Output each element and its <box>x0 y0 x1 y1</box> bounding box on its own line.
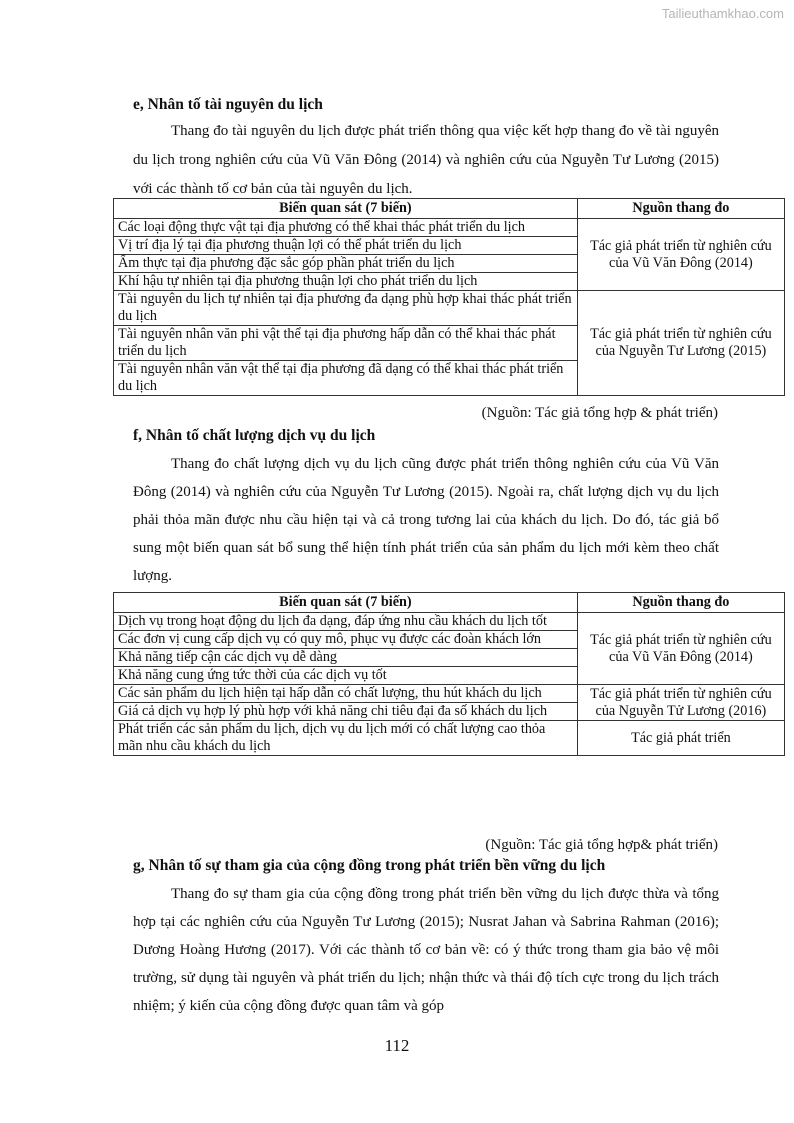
column-header-variables: Biến quan sát (7 biến) <box>114 199 578 219</box>
watermark: Tailieuthamkhao.com <box>661 6 784 21</box>
variable-cell: Các đơn vị cung cấp dịch vụ có quy mô, phục vụ được các đoàn khách lớn <box>114 631 578 649</box>
column-header-source: Nguồn thang đo <box>577 199 784 219</box>
source-cell: Tác giả phát triển từ nghiên cứu của Nguyễn Tư Lương (2015) <box>577 291 784 396</box>
variable-cell: Các loại động thực vật tại địa phương có thể khai thác phát triển du lịch <box>114 219 578 237</box>
section-f-paragraph: Thang đo chất lượng dịch vụ du lịch cũng được phát triển thông nghiên cứu của Vũ Văn Đông (2014) và nghiên cứu của Nguyễn Tư Lương (2015). Ngoài ra, chất lượng dịch vụ du lịch phải thỏa mãn được nhu cầu hiện tại và cả trong tương lai của khách du lịch. Do đó, tác giả bổ sung một biến quan sát bổ sung thể hiện tính phát triển của sản phẩm du lịch mới kèm theo chất lượng. <box>133 456 719 584</box>
variable-cell: Dịch vụ trong hoạt động du lịch đa dạng, đáp ứng nhu cầu khách du lịch tốt <box>114 613 578 631</box>
table-row <box>114 685 785 703</box>
variable-cell: Ẩm thực tại địa phương đặc sắc góp phần phát triển du lịch <box>114 255 578 273</box>
table-row <box>114 721 785 756</box>
page-number: 112 <box>384 1036 410 1055</box>
section-e-caption: (Nguồn: Tác giả tổng hợp & phát triển) <box>481 405 718 421</box>
table-header-row <box>114 593 785 613</box>
section-g-paragraph: Thang đo sự tham gia của cộng đồng trong phát triển bền vững du lịch được thừa và tổng hợp tại các nghiên cứu của Nguyễn Tư Lương (2015); Nusrat Jahan và Sabrina Rahman (2016); Dương Hoàng Hương (2017). Với các thành tố cơ bản về: có ý thức trong tham gia bảo vệ môi trường, sử dụng tài nguyên và phát triển du lịch; nhận thức và thái độ tích cực trong du lịch trách nhiệm; ý kiến của cộng đồng được quan tâm và góp <box>133 886 719 1014</box>
section-e-heading: e, Nhân tố tài nguyên du lịch <box>133 96 323 113</box>
variable-cell: Khả năng cung ứng tức thời của các dịch vụ tốt <box>114 667 578 685</box>
section-g-heading: g, Nhân tố sự tham gia của cộng đồng trong phát triển bền vững du lịch <box>133 857 606 874</box>
section-f-caption: (Nguồn: Tác giả tổng hợp& phát triển) <box>485 837 718 853</box>
section-f-table <box>113 592 785 756</box>
variable-cell: Tài nguyên nhân văn vật thể tại địa phương đã dạng có thể khai thác phát triển du lịch <box>114 361 578 396</box>
source-cell: Tác giả phát triển từ nghiên cứu của Vũ Văn Đông (2014) <box>577 613 784 685</box>
table-row <box>114 219 785 237</box>
variable-cell: Khả năng tiếp cận các dịch vụ dễ dàng <box>114 649 578 667</box>
source-cell: Tác giả phát triển <box>577 721 784 756</box>
variable-cell: Vị trí địa lý tại địa phương thuận lợi có thể phát triển du lịch <box>114 237 578 255</box>
variable-cell: Phát triển các sản phẩm du lịch, dịch vụ du lịch mới có chất lượng cao thỏa mãn nhu cầu khách du lịch <box>114 721 578 756</box>
variable-cell: Giá cả dịch vụ hợp lý phù hợp với khả năng chi tiêu đại đa số khách du lịch <box>114 703 578 721</box>
source-cell: Tác giả phát triển từ nghiên cứu của Nguyễn Tử Lương (2016) <box>577 685 784 721</box>
variable-cell: Tài nguyên nhân văn phi vật thể tại địa phương hấp dẫn có thể khai thác phát triển du lịch <box>114 326 578 361</box>
source-cell: Tác giả phát triển từ nghiên cứu của Vũ Văn Đông (2014) <box>577 219 784 291</box>
column-header-variables: Biến quan sát (7 biến) <box>114 593 578 613</box>
table-row <box>114 613 785 631</box>
section-e-paragraph: Thang đo tài nguyên du lịch được phát triển thông qua việc kết hợp thang đo về tài nguyên du lịch trong nghiên cứu của Vũ Văn Đông (2014) và nghiên cứu của Nguyễn Tư Lương (2015) với các thành tố cơ bản của tài nguyên du lịch. <box>133 123 719 197</box>
variable-cell: Khí hậu tự nhiên tại địa phương thuận lợi cho phát triển du lịch <box>114 273 578 291</box>
table-row <box>114 291 785 326</box>
variable-cell: Các sản phẩm du lịch hiện tại hấp dẫn có chất lượng, thu hút khách du lịch <box>114 685 578 703</box>
table-header-row <box>114 199 785 219</box>
section-e-table <box>113 198 785 396</box>
section-f-heading: f, Nhân tố chất lượng dịch vụ du lịch <box>133 427 376 444</box>
column-header-source: Nguồn thang đo <box>577 593 784 613</box>
variable-cell: Tài nguyên du lịch tự nhiên tại địa phương đa dạng phù hợp khai thác phát triển du lịch <box>114 291 578 326</box>
